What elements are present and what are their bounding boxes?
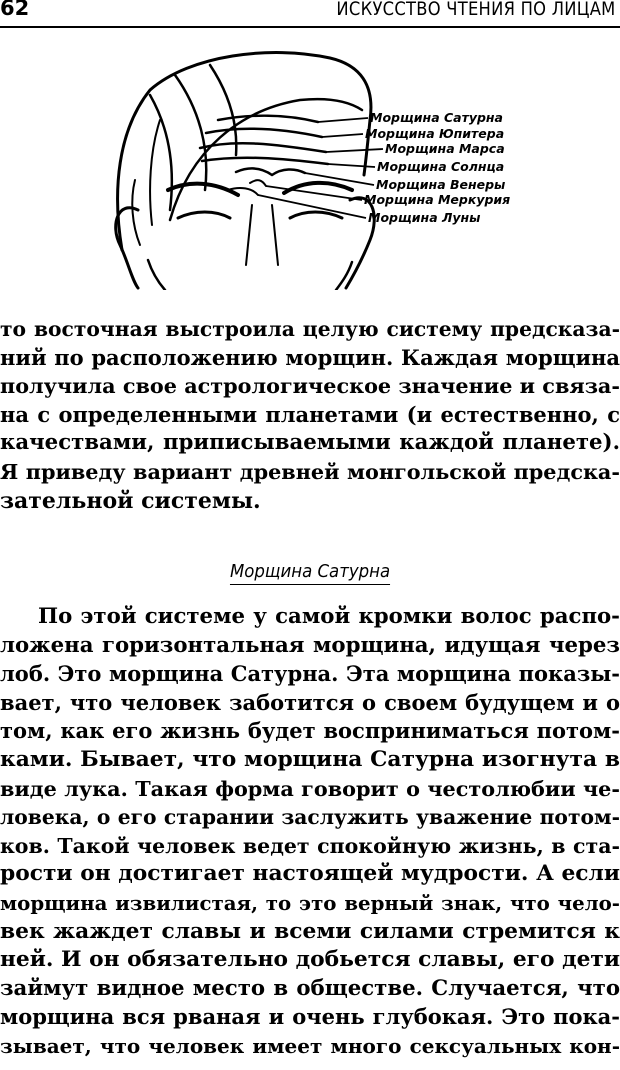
text-line: зывает, что человек имеет много сексуальных кон- [0, 1033, 620, 1058]
section-heading [0, 561, 620, 585]
text-line: морщина извилистая, то это верный знак, что чело- [0, 890, 620, 915]
section-heading-text: Морщина Сатурна [230, 561, 390, 585]
text-line: ней. И он обязательно добьется славы, его дети [0, 947, 620, 973]
page-number: 62 [0, 0, 30, 20]
wrinkle-mercury [250, 180, 266, 186]
text-line: ловека, о его старании заслужить уважение потом- [0, 805, 620, 830]
text-line: По этой системе у самой кромки волос распо- [38, 604, 620, 629]
left-eye [178, 212, 230, 218]
wrinkle-sun [202, 158, 328, 164]
forehead-wrinkles-illustration [0, 40, 620, 290]
body-paragraph [0, 603, 620, 1061]
text-line: займут видное место в обществе. Случается, что [0, 975, 620, 1001]
text-line: то восточная выстроила целую систему предсказа- [0, 317, 620, 341]
right-eyebrow [284, 183, 352, 193]
wrinkle-label: Морщина Солнца [377, 159, 505, 174]
wrinkle-mars [200, 143, 326, 152]
page-header [0, 0, 620, 28]
text-line: качествами, приписываемыми каждой планете). [0, 430, 620, 456]
right-eye [290, 212, 342, 218]
text-line: получила свое астрологическое значение и связа- [0, 374, 620, 399]
hairline [170, 99, 362, 220]
wrinkle-label: Морщина Луны [368, 210, 481, 225]
intro-paragraph [0, 315, 620, 515]
text-line: ками. Бывает, что морщина Сатурна изогнута в [0, 746, 620, 772]
text-line: Я приведу вариант древней монгольской предска- [0, 459, 620, 484]
text-line: том, как его жизнь будет восприниматься потом- [0, 718, 620, 744]
text-line: ний по расположению морщин. Каждая морщина [0, 344, 620, 370]
text-line: на с определенными планетами (и естественно, с [0, 401, 620, 427]
text-line: морщина вся рваная и очень глубокая. Это пока- [0, 1004, 620, 1030]
nose-bridge [272, 205, 278, 265]
hair-strand [132, 180, 140, 245]
text-line: век жаждет славы и всеми силами стремится к [0, 918, 620, 944]
text-line: ложена горизонтальная морщина, идущая через [0, 632, 620, 658]
text-line: рости он достигает настоящей мудрости. А если [0, 861, 620, 887]
text-line: вает, что человек заботится о своем будущем и о [0, 689, 620, 715]
text-line: ков. Такой человек ведет спокойную жизнь, в ста- [0, 833, 620, 858]
text-line: лоб. Это морщина Сатурна. Эта морщина показы- [0, 661, 620, 687]
wrinkle-venus [236, 168, 305, 175]
wrinkle-label: Морщина Марса [385, 141, 505, 156]
wrinkle-label: Морщина Венеры [376, 177, 506, 192]
wrinkle-label: Морщина Меркурия [364, 192, 511, 207]
wrinkle-label: Морщина Юпитера [365, 126, 505, 141]
text-line: виде лука. Такая форма говорит о честолюбии че- [0, 776, 620, 801]
wrinkle-label: Морщина Сатурна [370, 110, 503, 125]
nose-bridge [246, 205, 252, 265]
hair-strand [150, 120, 160, 225]
text-line: зательной системы. [0, 487, 261, 514]
running-title: ИСКУССТВО ЧТЕНИЯ ПО ЛИЦАМ [336, 0, 616, 20]
